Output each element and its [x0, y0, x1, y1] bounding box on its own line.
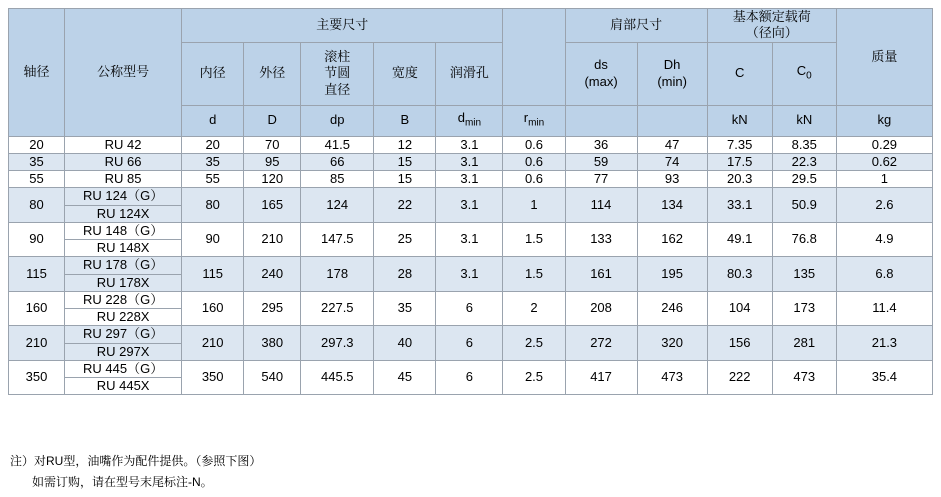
group-header-basic-load-line1: 基本额定载荷 [732, 9, 811, 24]
cell-B: 45 [374, 360, 436, 395]
cell-D: 540 [244, 360, 301, 395]
cell-D: 210 [244, 222, 301, 257]
cell-c0: 8.35 [772, 136, 836, 153]
ds-max-line2: (max) [584, 73, 618, 89]
cell-dh: 162 [637, 222, 707, 257]
cell-model-alt: RU 445X [65, 378, 182, 395]
cell-r: 1.5 [503, 257, 565, 292]
r-subscript: min [528, 118, 545, 130]
cell-D: 380 [244, 326, 301, 361]
cell-c0: 29.5 [772, 171, 836, 188]
group-header-shoulder-dims: 肩部尺寸 [565, 9, 707, 43]
cell-kg: 21.3 [836, 326, 932, 361]
cell-shaft-dia: 210 [9, 326, 65, 361]
cell-model: RU 66 [65, 153, 182, 170]
cell-D: 95 [244, 153, 301, 170]
cell-D: 165 [244, 188, 301, 223]
symbol-ds-blank [565, 105, 637, 136]
cell-r: 1.5 [503, 222, 565, 257]
cell-d: 20 [182, 136, 244, 153]
dh-min-line1: Dh [663, 57, 681, 73]
cell-kg: 6.8 [836, 257, 932, 292]
col-header-dh-min [637, 42, 707, 105]
cell-c: 49.1 [707, 222, 772, 257]
table-row [9, 153, 933, 170]
cell-dp: 178 [301, 257, 374, 292]
cell-d: 35 [182, 153, 244, 170]
cell-dp: 445.5 [301, 360, 374, 395]
cell-kg: 2.6 [836, 188, 932, 223]
cell-model: RU 42 [65, 136, 182, 153]
cell-dh: 47 [637, 136, 707, 153]
r-base: r [523, 110, 529, 126]
cell-model: RU 148（G） [65, 222, 182, 239]
table-header [9, 9, 933, 137]
cell-kg: 0.62 [836, 153, 932, 170]
cell-d: 160 [182, 291, 244, 326]
cell-d: 210 [182, 326, 244, 361]
cell-dh: 473 [637, 360, 707, 395]
table-row [9, 360, 933, 377]
cell-r: 0.6 [503, 153, 565, 170]
cell-ds: 77 [565, 171, 637, 188]
cell-r: 2 [503, 291, 565, 326]
symbol-B: B [374, 105, 436, 136]
cell-D: 295 [244, 291, 301, 326]
cell-dp: 66 [301, 153, 374, 170]
cell-d1: 6 [436, 360, 503, 395]
cell-c0: 473 [772, 360, 836, 395]
cell-model-alt: RU 228X [65, 309, 182, 326]
cell-c0: 22.3 [772, 153, 836, 170]
cell-dp: 85 [301, 171, 374, 188]
cell-r: 0.6 [503, 171, 565, 188]
cell-d1: 3.1 [436, 188, 503, 223]
cell-r: 2.5 [503, 360, 565, 395]
unit-mass: kg [836, 105, 932, 136]
cell-c0: 135 [772, 257, 836, 292]
cell-d: 90 [182, 222, 244, 257]
col-header-nominal-model: 公称型号 [65, 9, 182, 137]
cell-d1: 6 [436, 291, 503, 326]
col-header-c: C [707, 42, 772, 105]
header-group-row [9, 9, 933, 43]
roller-pitch-line2: 节圆 [324, 65, 351, 81]
page-root [0, 8, 941, 497]
cell-d: 115 [182, 257, 244, 292]
cell-dp: 41.5 [301, 136, 374, 153]
cell-model: RU 85 [65, 171, 182, 188]
cell-r: 2.5 [503, 326, 565, 361]
unit-c0: kN [772, 105, 836, 136]
cell-model: RU 445（G） [65, 360, 182, 377]
cell-D: 70 [244, 136, 301, 153]
cell-d1: 3.1 [436, 222, 503, 257]
cell-c: 156 [707, 326, 772, 361]
symbol-dp: dp [301, 105, 374, 136]
cell-c: 7.35 [707, 136, 772, 153]
cell-d1: 3.1 [436, 153, 503, 170]
col-header-ds-max [565, 42, 637, 105]
cell-c: 104 [707, 291, 772, 326]
cell-ds: 417 [565, 360, 637, 395]
cell-shaft-dia: 115 [9, 257, 65, 292]
footnote-line-1: 注）对RU型，油嘴作为配件提供。（参照下图） [10, 454, 262, 468]
cell-dh: 134 [637, 188, 707, 223]
table-row [9, 136, 933, 153]
cell-shaft-dia: 20 [9, 136, 65, 153]
cell-model-alt: RU 297X [65, 343, 182, 360]
dh-min-line2: (min) [657, 73, 687, 89]
cell-ds: 208 [565, 291, 637, 326]
symbol-dh-blank [637, 105, 707, 136]
cell-dp: 124 [301, 188, 374, 223]
cell-D: 120 [244, 171, 301, 188]
col-header-outer-dia: 外径 [244, 42, 301, 105]
footnote-line-2: 如需订购，请在型号末尾标注-N。 [32, 475, 213, 489]
cell-d1: 3.1 [436, 171, 503, 188]
cell-model: RU 228（G） [65, 291, 182, 308]
cell-dh: 93 [637, 171, 707, 188]
cell-D: 240 [244, 257, 301, 292]
cell-c0: 76.8 [772, 222, 836, 257]
cell-d1: 3.1 [436, 136, 503, 153]
table-row [9, 222, 933, 239]
cell-dh: 195 [637, 257, 707, 292]
cell-B: 15 [374, 171, 436, 188]
table-row [9, 257, 933, 274]
cell-B: 35 [374, 291, 436, 326]
cell-kg: 4.9 [836, 222, 932, 257]
table-row [9, 188, 933, 205]
cell-model: RU 297（G） [65, 326, 182, 343]
cell-kg: 1 [836, 171, 932, 188]
cell-ds: 133 [565, 222, 637, 257]
table-row [9, 171, 933, 188]
cell-shaft-dia: 350 [9, 360, 65, 395]
cell-d: 350 [182, 360, 244, 395]
bearing-spec-table [8, 8, 933, 395]
cell-B: 25 [374, 222, 436, 257]
cell-shaft-dia: 80 [9, 188, 65, 223]
cell-r: 0.6 [503, 136, 565, 153]
cell-dh: 320 [637, 326, 707, 361]
cell-c0: 173 [772, 291, 836, 326]
cell-c: 222 [707, 360, 772, 395]
d1-subscript: min [464, 118, 482, 130]
table-body [9, 136, 933, 395]
group-header-main-dims: 主要尺寸 [182, 9, 503, 43]
cell-shaft-dia: 55 [9, 171, 65, 188]
cell-kg: 11.4 [836, 291, 932, 326]
table-row [9, 326, 933, 343]
col-header-shaft-dia: 轴径 [9, 9, 65, 137]
col-header-lub-hole: 润滑孔 [436, 42, 503, 105]
cell-shaft-dia: 160 [9, 291, 65, 326]
symbol-d: d [182, 105, 244, 136]
cell-ds: 36 [565, 136, 637, 153]
cell-dh: 246 [637, 291, 707, 326]
cell-d: 80 [182, 188, 244, 223]
cell-B: 22 [374, 188, 436, 223]
cell-c: 33.1 [707, 188, 772, 223]
d1-base: d [457, 110, 465, 126]
col-header-c0 [772, 42, 836, 105]
cell-B: 40 [374, 326, 436, 361]
col-header-r-min [503, 9, 565, 106]
ds-max-line1: ds [594, 57, 608, 73]
cell-d1: 3.1 [436, 257, 503, 292]
cell-model-alt: RU 178X [65, 274, 182, 291]
group-header-mass: 质量 [836, 9, 932, 106]
col-header-roller-pitch-dia [301, 42, 374, 105]
cell-ds: 114 [565, 188, 637, 223]
symbol-d1 [436, 105, 503, 136]
cell-c: 80.3 [707, 257, 772, 292]
col-header-inner-dia: 内径 [182, 42, 244, 105]
table-row [9, 291, 933, 308]
cell-model-alt: RU 124X [65, 205, 182, 222]
c0-subscript: 0 [806, 71, 812, 83]
cell-c: 17.5 [707, 153, 772, 170]
cell-model-alt: RU 148X [65, 240, 182, 257]
symbol-D: D [244, 105, 301, 136]
cell-c0: 281 [772, 326, 836, 361]
cell-dp: 147.5 [301, 222, 374, 257]
unit-c: kN [707, 105, 772, 136]
cell-c0: 50.9 [772, 188, 836, 223]
cell-kg: 0.29 [836, 136, 932, 153]
cell-r: 1 [503, 188, 565, 223]
cell-shaft-dia: 90 [9, 222, 65, 257]
cell-d: 55 [182, 171, 244, 188]
cell-dh: 74 [637, 153, 707, 170]
cell-model: RU 124（G） [65, 188, 182, 205]
roller-pitch-line3: 直径 [324, 81, 351, 97]
cell-shaft-dia: 35 [9, 153, 65, 170]
c0-base: C [796, 63, 807, 79]
symbol-r-min [503, 105, 565, 136]
col-header-width: 宽度 [374, 42, 436, 105]
cell-d1: 6 [436, 326, 503, 361]
cell-B: 28 [374, 257, 436, 292]
cell-B: 12 [374, 136, 436, 153]
cell-kg: 35.4 [836, 360, 932, 395]
group-header-basic-load [707, 9, 836, 43]
group-header-basic-load-line2: （径向） [745, 25, 798, 41]
cell-dp: 227.5 [301, 291, 374, 326]
cell-c: 20.3 [707, 171, 772, 188]
cell-model: RU 178（G） [65, 257, 182, 274]
cell-ds: 59 [565, 153, 637, 170]
cell-ds: 272 [565, 326, 637, 361]
roller-pitch-line1: 滚柱 [324, 49, 351, 65]
cell-ds: 161 [565, 257, 637, 292]
cell-dp: 297.3 [301, 326, 374, 361]
footnotes [10, 451, 261, 493]
cell-B: 15 [374, 153, 436, 170]
